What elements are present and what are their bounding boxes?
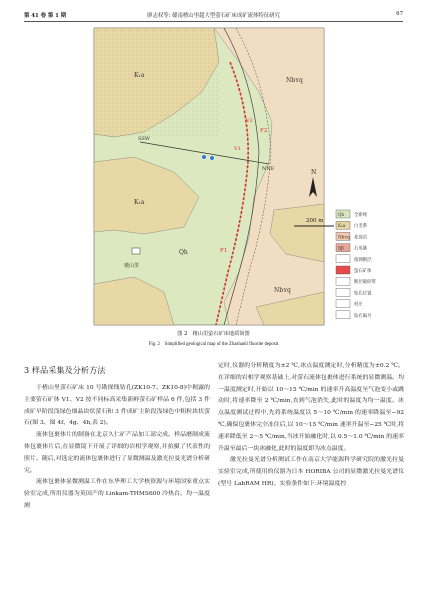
figure-caption-en: Fig. 2 Simplified geological map of the Zhashanli fluorite deposit <box>148 342 279 347</box>
label-town: 楂山里 <box>124 263 140 269</box>
legend-swatch <box>336 266 350 274</box>
legend-swatch <box>336 255 350 263</box>
left-paragraph-2: 流体包裹体片的制备在北京久仁矿产品加工部完成。样品磨制成流体包裹体片后,在显微镜下开展了详细的岩相学观察,并拍摄了代表性的照片。随后,对选定的流体包裹体进行了显微测温及激光拉曼光谱分析研究。 <box>24 432 210 474</box>
svg-text:N: N <box>311 169 317 176</box>
label-f1: F1 <box>220 248 228 254</box>
legend-label: 石英脉 <box>354 246 368 252</box>
label-v2: V2 <box>246 118 253 124</box>
section-title: 3 样品采集及分析方法 <box>24 365 106 375</box>
drillhole-1 <box>202 155 207 160</box>
left-paragraph-3: 流体包裹体显微测温工作在东华理工大学核资源与环境国家重点实验室完成,所用仪器为英国产的 Linkam-THMS600 冷热台。均一温度测 <box>24 479 210 509</box>
legend-symbol: K₁a <box>338 223 346 229</box>
legend-swatch <box>336 288 350 296</box>
legend-label: 推测断层 <box>354 257 372 263</box>
label-q: Qh <box>179 249 188 256</box>
legend-symbol: Qh <box>338 212 345 217</box>
svg-text:200 m: 200 m <box>306 218 324 224</box>
label-f2: F2 <box>260 128 268 134</box>
legend-label: 断层破碎带 <box>354 280 376 286</box>
right-paragraph-2: 激光拉曼光谱分析测试工作在南京大学能源科学研究院的激光拉曼实验室完成,所使用的仪器为日本 HORIBA 公司的显微激光拉曼光谱仪(型号 LabRAM HR)。实验条件如下:环境温度控 <box>218 457 404 487</box>
label-nbq-2: Nbʏq <box>274 287 291 294</box>
label-ssw: SSW <box>138 136 150 142</box>
label-k1a-1: K₁a <box>134 72 145 79</box>
legend-label: 全新统 <box>354 213 368 218</box>
legend-swatch <box>336 311 350 319</box>
label-v1: V1 <box>234 146 241 152</box>
legend-label: 萤石矿体 <box>354 269 372 274</box>
right-paragraph-1: 定时,仪器的分析精度为±2 ℃,冰点温度测定时,分析精度为±0.2 ℃。在详细的岩相学观察基础上,对萤石流体包裹体进行系统的显微测温。均一温度测定时,开始以 10～15 ℃/min 的速率升高温度至气泡变小或跳动时,将速率降至 2 ℃/min,直到气泡消失,此时的温度为均一温度。冰点温度测试过程中,先将系统温度以 5～10 ℃/min 的速率降温至−92 ℃,确保包裹体完全冻住后,以 10～15 ℃/min 速率升温至−25 ℃时,将速率降低至 2～5 ℃/min,当冰开始融化时,以 0.5～1.0 ℃/min 的速率升温至最后一块冰融化,此时的温度即为冰点温度。 <box>218 363 404 452</box>
running-header <box>24 9 403 22</box>
right-column <box>218 361 404 491</box>
page-number: 67 <box>396 11 403 17</box>
legend-label: 白垩系 <box>354 224 368 230</box>
geological-map <box>24 22 404 327</box>
legend-swatch <box>336 277 350 285</box>
label-nne: NNE <box>262 166 275 172</box>
village-symbol <box>132 248 140 254</box>
legend-label: 村庄 <box>354 302 363 308</box>
label-k1a-2: K₁a <box>134 199 145 206</box>
label-nbq-1: Nbʏq <box>286 77 303 84</box>
article-running-title: 廖志权等: 赣南楂山里超大型萤石矿床成矿流体特征研究 <box>147 13 280 19</box>
legend-label: 钻孔位置 <box>354 291 372 297</box>
figure-caption-cn: 图 2 楂山里萤石矿床地质简图 <box>177 331 250 337</box>
legend-symbol: Qβ <box>338 245 344 251</box>
journal-volume: 第 41 卷 第 1 期 <box>24 13 67 19</box>
left-column <box>24 361 210 513</box>
legend-label: 花岗岩 <box>354 235 368 241</box>
map-legend <box>336 210 377 319</box>
legend-swatch <box>336 300 350 308</box>
left-paragraph-1: 于楂山里萤石矿床 10 号勘探线钻孔(ZK10-7、ZK10-8)中揭露的主要萤石矿体 V1、V2 按不同标高采集新鲜萤石矿样品 6 件,包括 3 件成矿早阶段浅绿色细晶块状萤石和 3 件成矿主阶段浅绿色中粗粒块状萤石(图 3、图 4f、4g、4h,表 2)。 <box>24 385 210 427</box>
drillhole-2 <box>210 156 215 161</box>
legend-label: 钻孔编号 <box>354 313 372 319</box>
legend-symbol: Nbʏq <box>338 234 350 240</box>
